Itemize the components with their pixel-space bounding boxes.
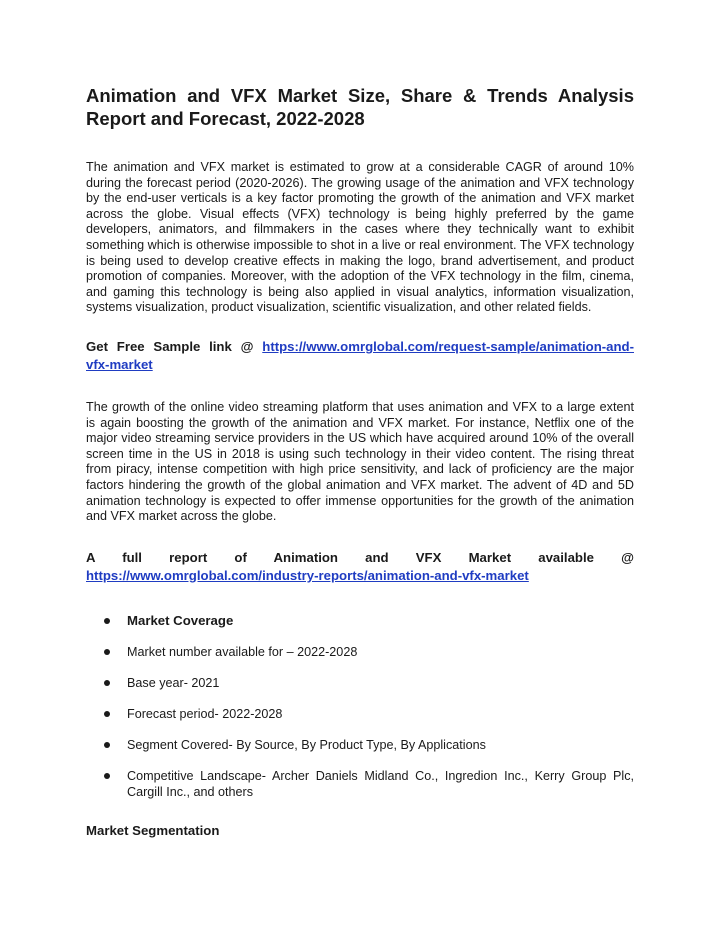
list-item-text: Segment Covered- By Source, By Product Type, By Applications xyxy=(127,737,486,752)
list-item xyxy=(86,613,634,629)
full-report-label: A full report of Animation and VFX Market available @ xyxy=(86,549,634,565)
bullet-icon xyxy=(104,649,110,655)
bullet-icon xyxy=(104,680,110,686)
bullet-icon xyxy=(104,742,110,748)
bullet-icon xyxy=(104,773,110,779)
full-report-link[interactable]: https://www.omrglobal.com/industry-reports/animation-and-vfx-market xyxy=(86,567,529,583)
list-item xyxy=(86,768,634,800)
sample-link-line xyxy=(86,338,634,374)
coverage-list xyxy=(86,613,634,800)
list-item-text: Market Coverage xyxy=(127,612,234,628)
list-item xyxy=(86,737,634,753)
bullet-icon xyxy=(104,618,110,624)
sample-link-label: Get Free Sample link @ xyxy=(86,338,263,354)
growth-paragraph: The growth of the online video streaming platform that uses animation and VFX to a large extent is again boosting the growth of the animation and VFX market. For instance, Netflix one of the major video streaming service providers in the US which have acquired around 10% of the overall screen time in the US in 2018 is using such technology in their video content. The rising threat from piracy, intense competition with high price sensitivity, and lack of proficiency are the major factors hindering the growth of the global animation and VFX market. The advent of 4D and 5D animation technology is expected to offer immense opportunities for the growth of the animation and VFX market across the globe. xyxy=(86,399,634,524)
list-item xyxy=(86,644,634,660)
list-item-text: Competitive Landscape- Archer Daniels Midland Co., Ingredion Inc., Kerry Group Plc, Cargill Inc., and others xyxy=(127,768,634,799)
document-page xyxy=(86,84,634,840)
list-item-text: Market number available for – 2022-2028 xyxy=(127,644,358,659)
page-title: Animation and VFX Market Size, Share & Trends Analysis Report and Forecast, 2022-2028 xyxy=(86,85,634,129)
section-heading: Market Segmentation xyxy=(86,822,220,838)
intro-paragraph: The animation and VFX market is estimated to grow at a considerable CAGR of around 10% during the forecast period (2020-2026). The growing usage of the animation and VFX technology by the end-user verticals is a key factor promoting the growth of the animation and VFX market across the globe. Visual effects (VFX) technology is being highly preferred by the game developers, animators, and filmmakers in the cases where they technically want to exhibit something which is otherwise impossible to shot in a live or real environment. The VFX technology is being used to develop creative effects in making the logo, brand advertisement, and product promotion of companies. Moreover, with the adoption of the VFX technology in the film, cinema, and gaming this technology is being also applied in visual analytics, information visualization, systems visualization, product visualization, scientific visualization, and other related fields. xyxy=(86,160,634,315)
list-item xyxy=(86,706,634,722)
bullet-icon xyxy=(104,711,110,717)
list-item xyxy=(86,675,634,691)
list-item-text: Forecast period- 2022-2028 xyxy=(127,706,283,721)
sample-link[interactable]: https://www.omrglobal.com/request-sample/animation-and-vfx-market xyxy=(86,338,634,372)
full-report-line xyxy=(86,549,634,585)
list-item-text: Base year- 2021 xyxy=(127,675,220,690)
